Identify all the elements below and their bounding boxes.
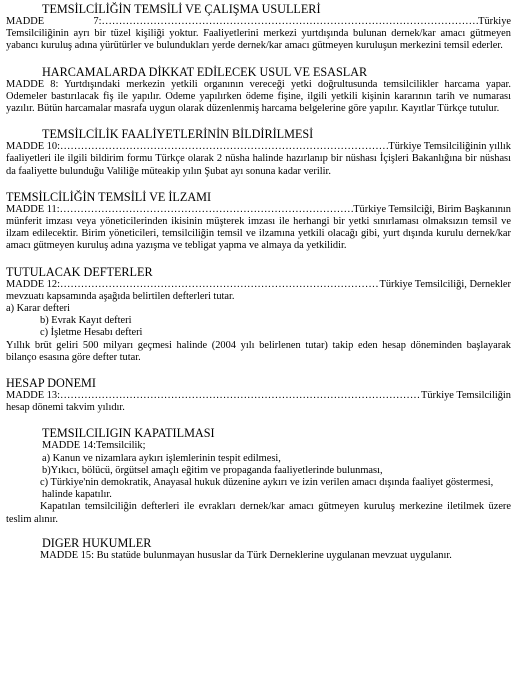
section-madde-12 <box>6 266 511 364</box>
article-lead-tail: Türkiye Temsilciliğinin yıllık <box>388 141 511 153</box>
section-heading: HESAP DONEMI <box>6 376 96 391</box>
article-number: 7: <box>93 16 102 27</box>
article-lead-line <box>6 204 511 216</box>
article-line: mevzuatı kapsamında aşağıda belirtilen defterleri tutar. <box>6 290 235 302</box>
list-item: b) Evrak Kayıt defteri <box>40 315 132 327</box>
list-item: a) Kanun ve nizamlara aykırı işlemlerinin tespit edilmesi, <box>42 452 281 464</box>
section-madde-7 <box>6 3 511 53</box>
dotted-leader <box>60 390 421 402</box>
section-madde-10 <box>6 128 511 178</box>
article-lead-tail: Türkiye Temsilciği, Birim Başkanının <box>353 203 511 215</box>
article-line: halinde kapatılır. <box>42 489 112 501</box>
list-item: a) Karar defteri <box>6 303 71 315</box>
list-item: c) Türkiye'nin demokratik, Anayasal hukuk düzenine aykırı ve izin verilen amacı dışında faaliyet göstermesi, <box>40 477 494 489</box>
dotted-leader <box>101 16 478 28</box>
section-heading: DIGER HUKUMLER <box>42 535 152 550</box>
article-lead-line <box>6 141 511 153</box>
article-label: MADDE <box>6 16 45 27</box>
article-label: MADDE 13: <box>6 390 60 402</box>
section-madde-11 <box>6 191 511 253</box>
section-madde-8 <box>6 66 511 116</box>
dotted-leader <box>60 279 379 291</box>
article-text: MADDE 8: Yurtdışındaki merkezin yetkili organının vereceği yetki doğrultusunda temsilcilikler harcama yapar. Odemeler bastırılacak fiş ile yapılır. Odeme yapılırken ödeme fişine, ilgili yetkili kişinin kararının tarih ve numarası yazılır. Bütün harcamalar masrafa uygun olarak düzenlenmiş harcama belgelerine göre yapılır. Kayıtlar Türkçe tutulur. <box>6 78 511 115</box>
article-lead-tail: Türkiye <box>478 16 512 27</box>
list-item: c) İşletme Hesabı defteri <box>40 327 143 339</box>
article-line: hesap dönemi takvim yılıdır. <box>6 402 125 414</box>
article-text: münferit imzası veya yöneticilerinden ikisinin müşterek imzası ile herhangi bir yetki sınırlaması olmaksızın temsil ve ilzam edilecektir. Birim yöneticileri, temsilciliğin temsil ve ilzamına yetkili olacağı gibi, yurt dışında kurulu dernek/kar amacı gütmeyen kuruluş adına yazışma ve tebligat yapma ve almaya da yetkilidir. <box>6 216 511 252</box>
section-madde-15 <box>6 537 511 562</box>
list-item: b)Yıkıcı, bölücü, örgütsel amaçlı eğitim ve propaganda faaliyetlerinde bulunması, <box>42 464 383 476</box>
article-text: Temsilciliğinin ayrı bir tüzel kişiliği yoktur. Faaliyetlerini merkezi yurtdışında bulunan dernek/kar amacı gütmeyen yabancı kuruluş adına yürütürler ve bulundukları yerde dernek/kar amacı gütmeyen kuruluşun merkezini temsil ederler. <box>6 28 511 52</box>
article-text: MADDE 15: Bu statüde bulunmayan hususlar da Türk Derneklerine uygulanan mevzuat uygulanır. <box>40 549 452 561</box>
article-lead-tail: Türkiye Temsilciliğin <box>421 390 511 402</box>
article-label: MADDE 10: <box>6 141 60 153</box>
article-lead-line <box>6 279 511 291</box>
article-text: faaliyetleri ile ilgili bildirim formu Türkçe olarak 2 nüsha halinde hazırlanıp bir nüshası İçişleri Bakanlığına bir nüshası da faaliyette bulunduğu Valiliğe müteakip yılın Şubat ayı sonuna kadar verilir. <box>6 153 511 177</box>
article-label: MADDE 11: <box>6 203 60 215</box>
dotted-leader <box>60 141 388 153</box>
section-heading: TEMSİLCİLİĞİN TEMSİLİ VE ÇALIŞMA USULLERİ <box>42 2 321 16</box>
section-madde-14 <box>6 427 511 525</box>
article-lead-line <box>6 16 511 28</box>
article-label: MADDE 14:Temsilcilik; <box>42 440 146 452</box>
section-heading: TEMSİLCİLİĞİN TEMSİLİ VE İLZAMI <box>6 189 212 204</box>
article-lead-line <box>6 390 511 402</box>
article-text: Kapatılan temsilciliğin defterleri ile evrakları dernek/kar amacı gütmeyen kuruluş merkezine iletilmek üzere teslim alınır. <box>6 501 511 525</box>
section-heading: HARCAMALARDA DİKKAT EDİLECEK USUL VE ESASLAR <box>42 64 368 79</box>
section-heading: TEMSİLCİLİK FAALİYETLERİNİN BİLDİRİLMESİ <box>42 127 314 142</box>
article-text: Yıllık brüt geliri 500 milyarı geçmesi halinde (2004 yılı belirlenen tutar) takip eden hesap döneminden başlayarak bilanço esasına göre defter tutar. <box>6 339 511 363</box>
section-madde-13 <box>6 377 511 414</box>
article-lead-tail: Türkiye Temsilciliği, Dernekler <box>379 278 511 290</box>
section-heading: TUTULACAK DEFTERLER <box>6 264 153 279</box>
dotted-leader <box>60 204 354 216</box>
section-heading: TEMSILCILIGIN KAPATILMASI <box>42 426 215 441</box>
article-label: MADDE 12: <box>6 278 60 290</box>
